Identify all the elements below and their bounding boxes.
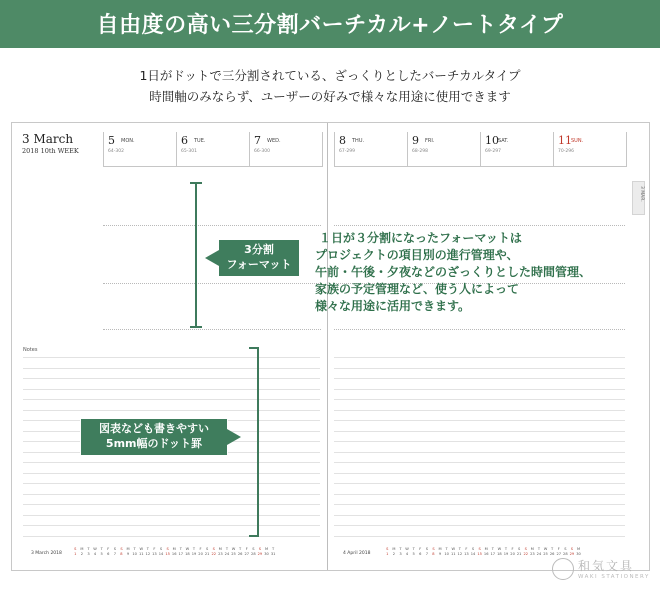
description-line: 午前・午後・夕夜などのざっくりとした時間管理、 — [315, 265, 592, 279]
mini-calendar-day: T 24 — [536, 547, 542, 556]
mini-calendar-day: T 5 — [412, 547, 415, 556]
description-line: １日が３分割になったフォーマットは — [319, 231, 522, 245]
note-line — [334, 452, 625, 453]
day-weekday: WED. — [267, 138, 281, 144]
division-line — [103, 225, 321, 226]
month-title: 3 March — [22, 132, 74, 146]
footer-date-left: 3 March 2018 — [31, 551, 62, 556]
note-line — [23, 494, 320, 495]
mini-calendar-day: M 9 — [438, 547, 442, 556]
description-line: 家族の予定管理など、使う人によって — [315, 282, 520, 296]
mini-calendar-day: W 18 — [185, 547, 190, 556]
note-line — [23, 515, 320, 516]
note-line — [23, 357, 320, 358]
mini-calendar-day: T 24 — [224, 547, 230, 556]
day-weekday: SUN. — [571, 138, 584, 144]
day-header-fri — [407, 132, 480, 167]
note-line — [334, 357, 625, 358]
mini-calendar-day: T 26 — [549, 547, 555, 556]
mini-calendar-day: T 17 — [178, 547, 184, 556]
day-header-sat — [480, 132, 553, 167]
logo-subtitle: WAKI STATIONERY — [578, 574, 650, 580]
mini-calendar-day: W 25 — [543, 547, 548, 556]
mini-calendar-day: F 6 — [419, 547, 422, 556]
mini-calendar-day: T 10 — [444, 547, 449, 556]
note-line — [334, 494, 625, 495]
note-line — [334, 525, 625, 526]
mini-calendar-day: F 27 — [556, 547, 562, 556]
note-line — [23, 462, 320, 463]
note-line — [23, 378, 320, 379]
note-line — [23, 525, 320, 526]
day-count: 68-298 — [412, 149, 428, 154]
mini-calendar-day: W 4 — [93, 547, 97, 556]
mini-calendar-day: S 7 — [425, 547, 428, 556]
feature-description — [315, 230, 591, 315]
day-number: 10 — [485, 134, 499, 147]
day-weekday: MON. — [121, 138, 135, 144]
header-banner — [0, 0, 660, 48]
note-line — [334, 399, 625, 400]
day-weekday: THU. — [352, 138, 365, 144]
mini-calendar-day: W 11 — [138, 547, 144, 556]
month-index-tab — [632, 181, 645, 215]
mini-calendar-day: S 15 — [477, 547, 482, 556]
division-line — [103, 329, 321, 330]
note-line — [334, 483, 625, 484]
footer-date-right: 4 April 2018 — [343, 551, 371, 556]
mini-calendar-day: S 1 — [386, 547, 389, 556]
logo-name: 和気文具 — [578, 559, 635, 573]
mini-calendar-day: M 30 — [576, 547, 581, 556]
mini-calendar-day: T 19 — [191, 547, 197, 556]
mini-calendar-day: M 2 — [392, 547, 396, 556]
note-line — [23, 368, 320, 369]
mini-calendar-day: T 5 — [100, 547, 103, 556]
day-number: 7 — [254, 134, 261, 147]
subtitle-line-2: 時間軸のみならず、ユーザーの好みで様々な用途に使用できます — [149, 89, 511, 104]
day-weekday: SAT. — [498, 138, 509, 144]
note-line — [334, 515, 625, 516]
day-count: 70-296 — [558, 149, 574, 154]
mini-calendar-day: F 13 — [152, 547, 157, 556]
note-line — [334, 420, 625, 421]
day-count: 67-299 — [339, 149, 355, 154]
mini-calendar-day: W 4 — [405, 547, 409, 556]
mini-calendar-day: S 1 — [74, 547, 77, 556]
callout-three-division — [218, 239, 300, 277]
note-line — [334, 368, 625, 369]
note-line — [334, 378, 625, 379]
mini-calendar-day: T 26 — [237, 547, 243, 556]
planner-spine — [327, 123, 328, 570]
day-weekday: FRI. — [425, 138, 435, 144]
day-weekday: TUE. — [194, 138, 206, 144]
day-header-wed — [249, 132, 323, 167]
subtitle-line-1: 1日がドットで三分割されている、ざっくりとしたバーチカルタイプ — [139, 68, 521, 83]
note-line — [334, 389, 625, 390]
brand-logo — [552, 556, 652, 586]
day-number: 11 — [558, 134, 572, 147]
mini-calendar-day: S 14 — [158, 547, 164, 556]
division-line — [334, 329, 625, 330]
day-header-sun — [553, 132, 627, 167]
banner-title: 自由度の高い三分割バーチカル+ノートタイプ — [96, 13, 564, 38]
day-count: 64-302 — [108, 149, 124, 154]
mini-calendar-day: F 13 — [464, 547, 469, 556]
mini-calendar-day: M 16 — [171, 547, 177, 556]
mini-calendar-day: F 6 — [107, 547, 110, 556]
description-line: 様々な用途に活用できます。 — [315, 299, 471, 313]
day-number: 9 — [412, 134, 419, 147]
callout-line: 3分割 — [244, 243, 274, 256]
mini-calendar-day: M 23 — [530, 547, 535, 556]
day-count: 65-301 — [181, 149, 197, 154]
mini-calendar-left — [72, 547, 276, 557]
mini-calendar-day: F 20 — [198, 547, 203, 556]
day-count: 69-297 — [485, 149, 501, 154]
day-header-tue — [176, 132, 249, 167]
note-line — [334, 504, 625, 505]
mini-calendar-day: S 8 — [120, 547, 123, 556]
mini-calendar-day: S 29 — [569, 547, 575, 556]
note-line — [23, 504, 320, 505]
mini-calendar-day: T 3 — [87, 547, 90, 556]
mini-calendar-day: W 11 — [450, 547, 456, 556]
logo-icon — [552, 558, 574, 580]
note-line — [23, 483, 320, 484]
mini-calendar-day: S 29 — [257, 547, 263, 556]
mini-calendar-day: F 20 — [510, 547, 515, 556]
callout-pointer — [227, 429, 241, 445]
mini-calendar-day: M 9 — [126, 547, 130, 556]
note-line — [334, 410, 625, 411]
day-header-thu — [334, 132, 407, 167]
callout-dot-grid — [80, 418, 228, 456]
mini-calendar-day: S 21 — [516, 547, 522, 556]
note-line — [334, 536, 625, 537]
mini-calendar-day: S 21 — [204, 547, 210, 556]
day-number: 6 — [181, 134, 188, 147]
note-line — [334, 431, 625, 432]
mini-calendar-day: S 14 — [470, 547, 476, 556]
mini-calendar-day: S 28 — [563, 547, 568, 556]
mini-calendar-day: F 27 — [244, 547, 250, 556]
planner-spread — [11, 122, 650, 571]
mini-calendar-day: S 28 — [251, 547, 256, 556]
mini-calendar-day: T 12 — [145, 547, 151, 556]
note-line — [23, 473, 320, 474]
note-line — [23, 389, 320, 390]
day-number: 8 — [339, 134, 346, 147]
year-week: 2018 10th WEEK — [22, 147, 79, 155]
mini-calendar-day: T 19 — [503, 547, 509, 556]
day-count: 66-300 — [254, 149, 270, 154]
callout-line: 5mm幅のドット罫 — [105, 437, 203, 450]
callout-line: フォーマット — [226, 258, 292, 271]
day-header-mon — [103, 132, 176, 167]
mini-calendar-day: M 16 — [483, 547, 489, 556]
bracket-top — [195, 182, 197, 328]
note-line — [334, 441, 625, 442]
note-line — [334, 462, 625, 463]
mini-calendar-day: S 8 — [432, 547, 435, 556]
mini-calendar-day: T 17 — [490, 547, 496, 556]
callout-line: 図表なども書きやすい — [99, 422, 209, 435]
tab-label: 3 MAR. — [639, 186, 644, 202]
notes-label: Notes — [23, 347, 38, 353]
callout-pointer — [205, 250, 219, 266]
note-line — [334, 473, 625, 474]
division-line — [103, 283, 321, 284]
mini-calendar-day: M 23 — [218, 547, 223, 556]
mini-calendar-day: S 7 — [113, 547, 116, 556]
mini-calendar-day: T 10 — [132, 547, 137, 556]
division-line — [334, 225, 625, 226]
mini-calendar-day: S 15 — [165, 547, 170, 556]
mini-calendar-day: S 22 — [211, 547, 217, 556]
description-line: プロジェクトの項目別の進行管理や、 — [315, 248, 519, 262]
note-line — [23, 399, 320, 400]
day-number: 5 — [108, 134, 115, 147]
bracket-bottom — [257, 347, 259, 537]
mini-calendar-day: W 18 — [497, 547, 502, 556]
note-line — [23, 410, 320, 411]
mini-calendar-day: S 22 — [523, 547, 529, 556]
note-line — [23, 536, 320, 537]
mini-calendar-day: T 3 — [399, 547, 402, 556]
mini-calendar-day: M 30 — [264, 547, 269, 556]
mini-calendar-day: T 31 — [270, 547, 276, 556]
mini-calendar-day: M 2 — [80, 547, 84, 556]
mini-calendar-day: T 12 — [457, 547, 463, 556]
mini-calendar-day: W 25 — [231, 547, 236, 556]
